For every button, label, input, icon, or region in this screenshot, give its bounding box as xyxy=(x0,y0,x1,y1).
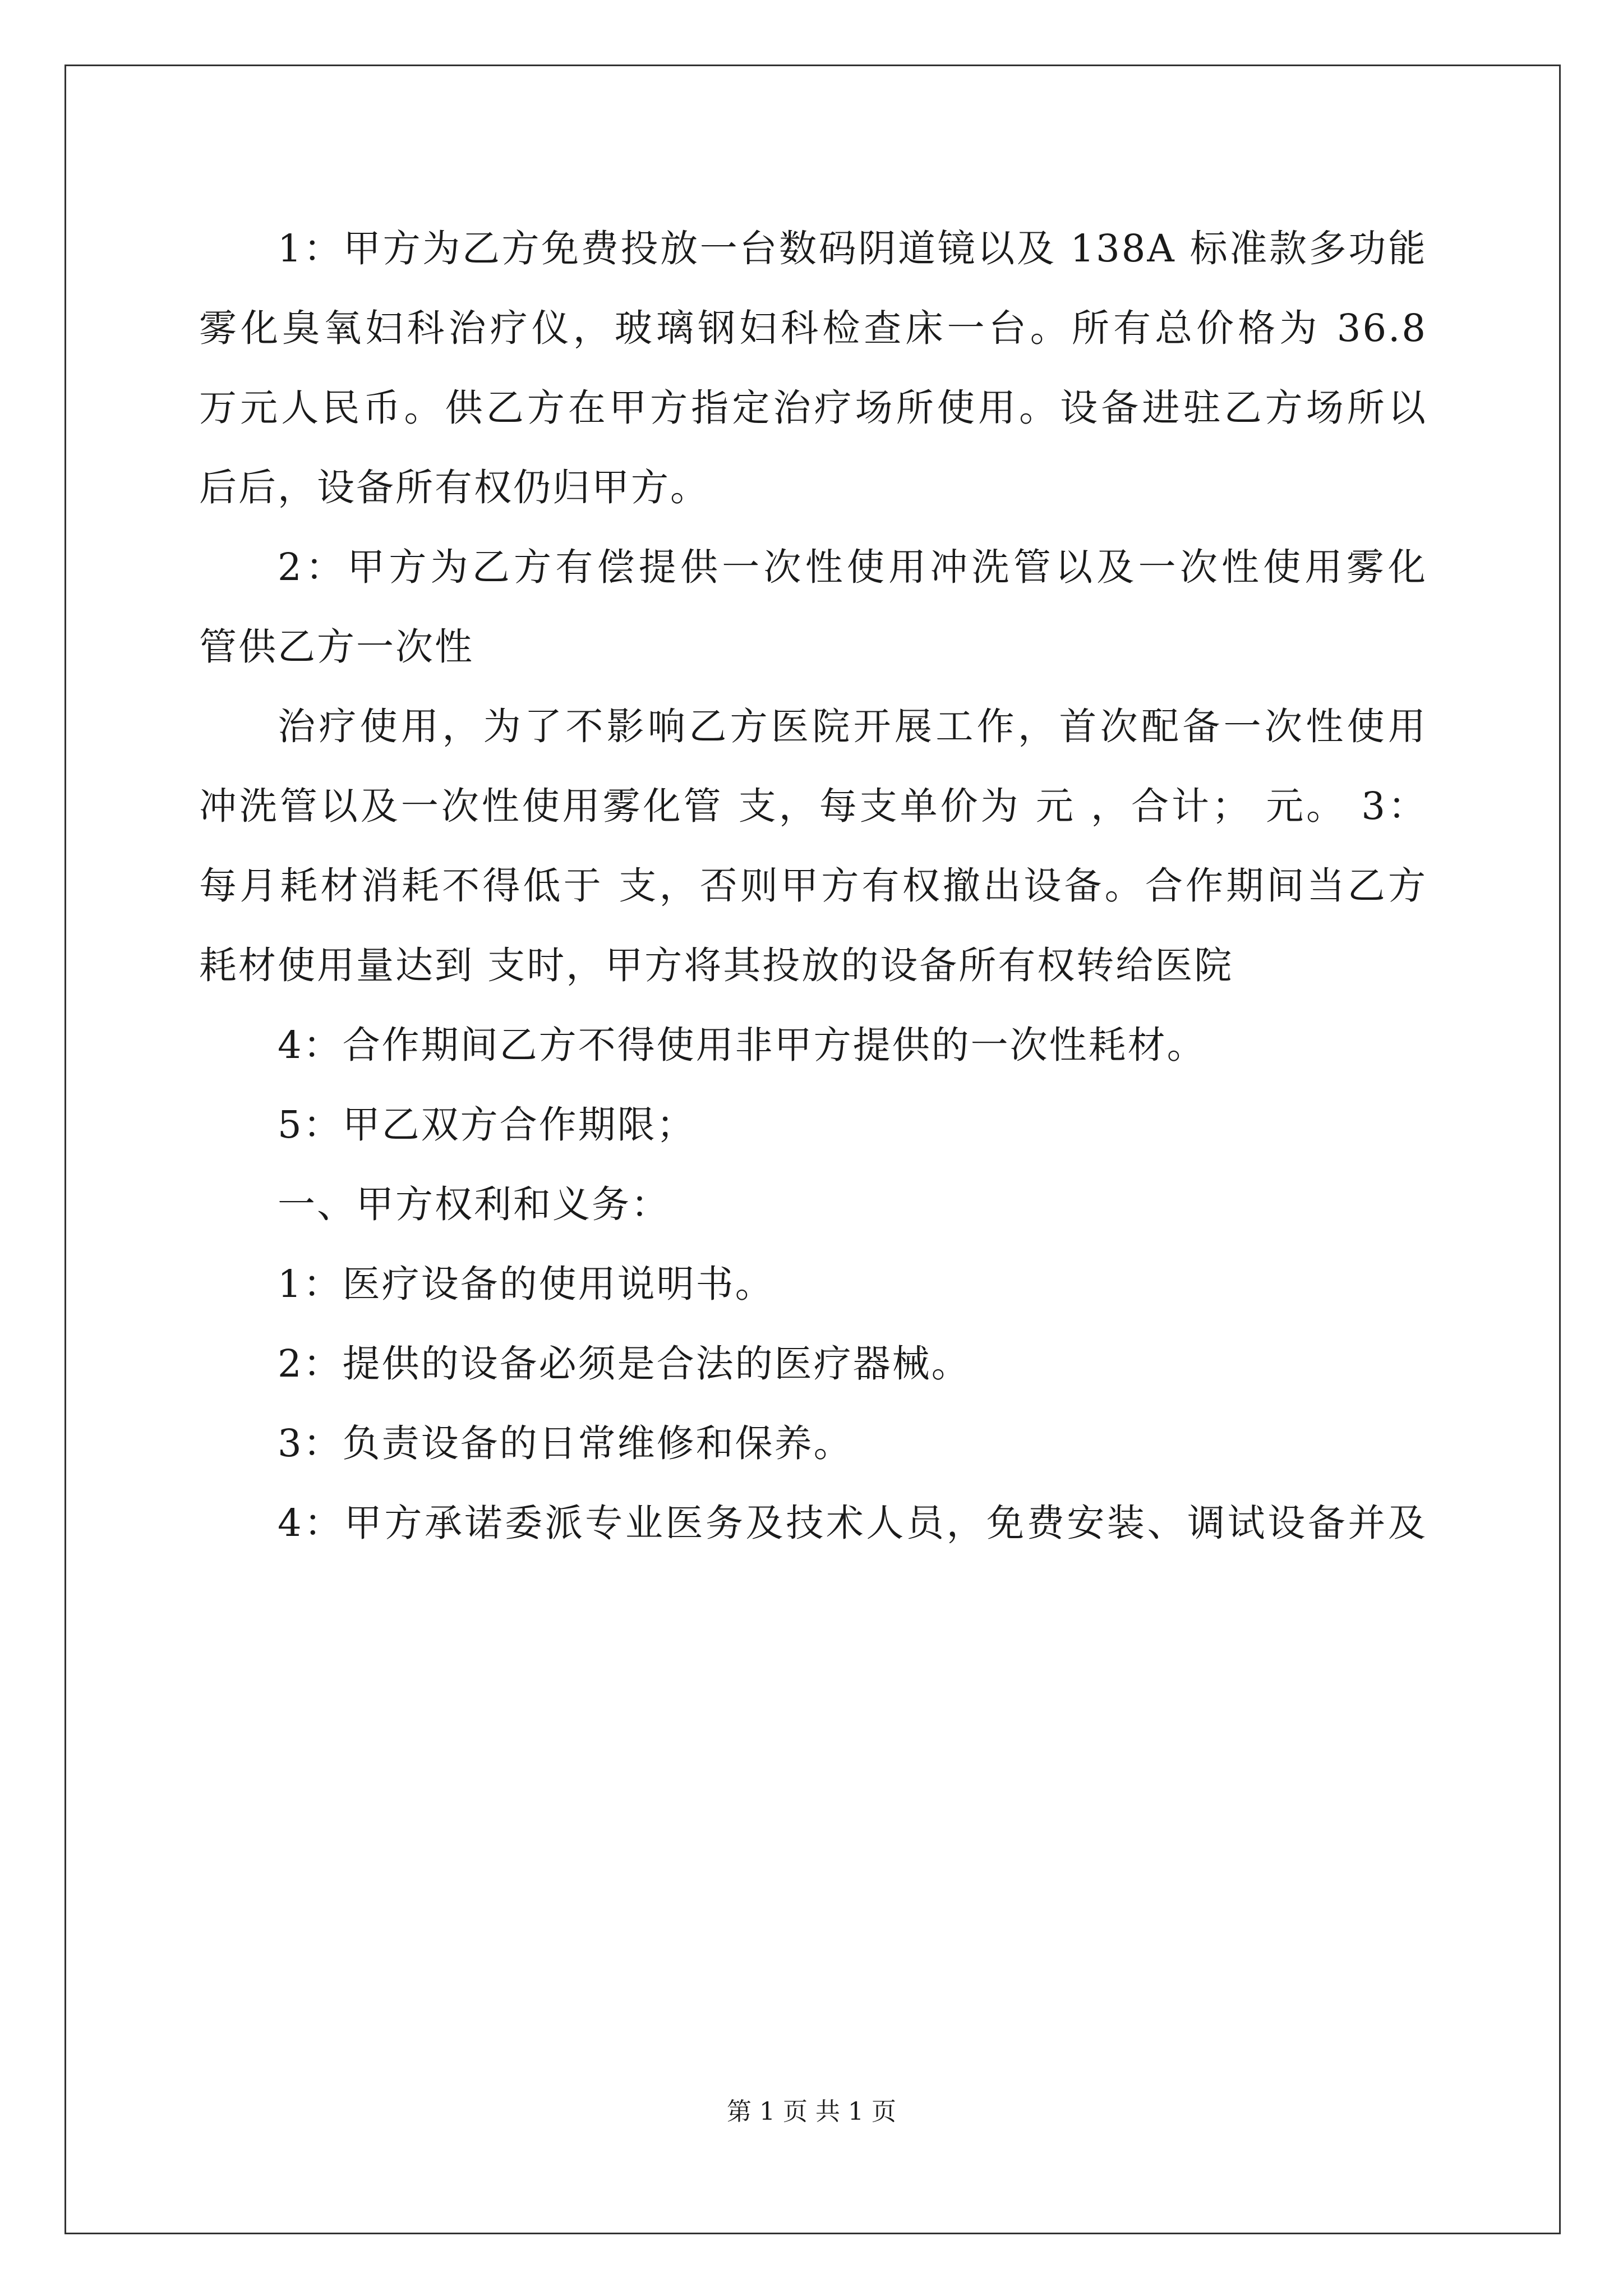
paragraph-line: 2：甲方为乙方有偿提供一次性使用冲洗管以及一次性使用雾化 xyxy=(278,545,1427,589)
section-heading: 一、甲方权利和义务： xyxy=(278,1182,670,1226)
paragraph-line: 1：医疗设备的使用说明书。 xyxy=(278,1262,774,1306)
paragraph-line: 冲洗管以及一次性使用雾化管 支，每支单价为 元 ，合计； 元。 3： xyxy=(199,784,1427,828)
paragraph-line: 4：合作期间乙方不得使用非甲方提供的一次性耗材。 xyxy=(278,1023,1206,1067)
paragraph-line: 治疗使用，为了不影响乙方医院开展工作，首次配备一次性使用 xyxy=(278,705,1427,748)
paragraph-line: 4：甲方承诺委派专业医务及技术人员，免费安装、调试设备并及 xyxy=(278,1501,1427,1545)
paragraph-line: 5：甲乙双方合作期限； xyxy=(278,1103,696,1147)
paragraph-line: 管供乙方一次性 xyxy=(199,625,474,669)
paragraph-line: 3：负责设备的日常维修和保养。 xyxy=(278,1421,853,1465)
page-number-footer: 第 1 页 共 1 页 xyxy=(727,2097,896,2126)
paragraph-line: 雾化臭氧妇科治疗仪，玻璃钢妇科检查床一台。所有总价格为 36.8 xyxy=(199,306,1427,350)
paragraph-line: 后后，设备所有权仍归甲方。 xyxy=(199,466,709,509)
paragraph-line: 1：甲方为乙方免费投放一台数码阴道镜以及 138A 标准款多功能 xyxy=(278,227,1427,270)
paragraph-line: 2：提供的设备必须是合法的医疗器械。 xyxy=(278,1342,971,1386)
paragraph-line: 每月耗材消耗不得低于 支，否则甲方有权撤出设备。合作期间当乙方 xyxy=(199,864,1427,908)
paragraph-line: 万元人民币。供乙方在甲方指定治疗场所使用。设备进驻乙方场所以 xyxy=(199,386,1427,430)
paragraph-line: 耗材使用量达到 支时，甲方将其投放的设备所有权转给医院 xyxy=(199,944,1234,987)
